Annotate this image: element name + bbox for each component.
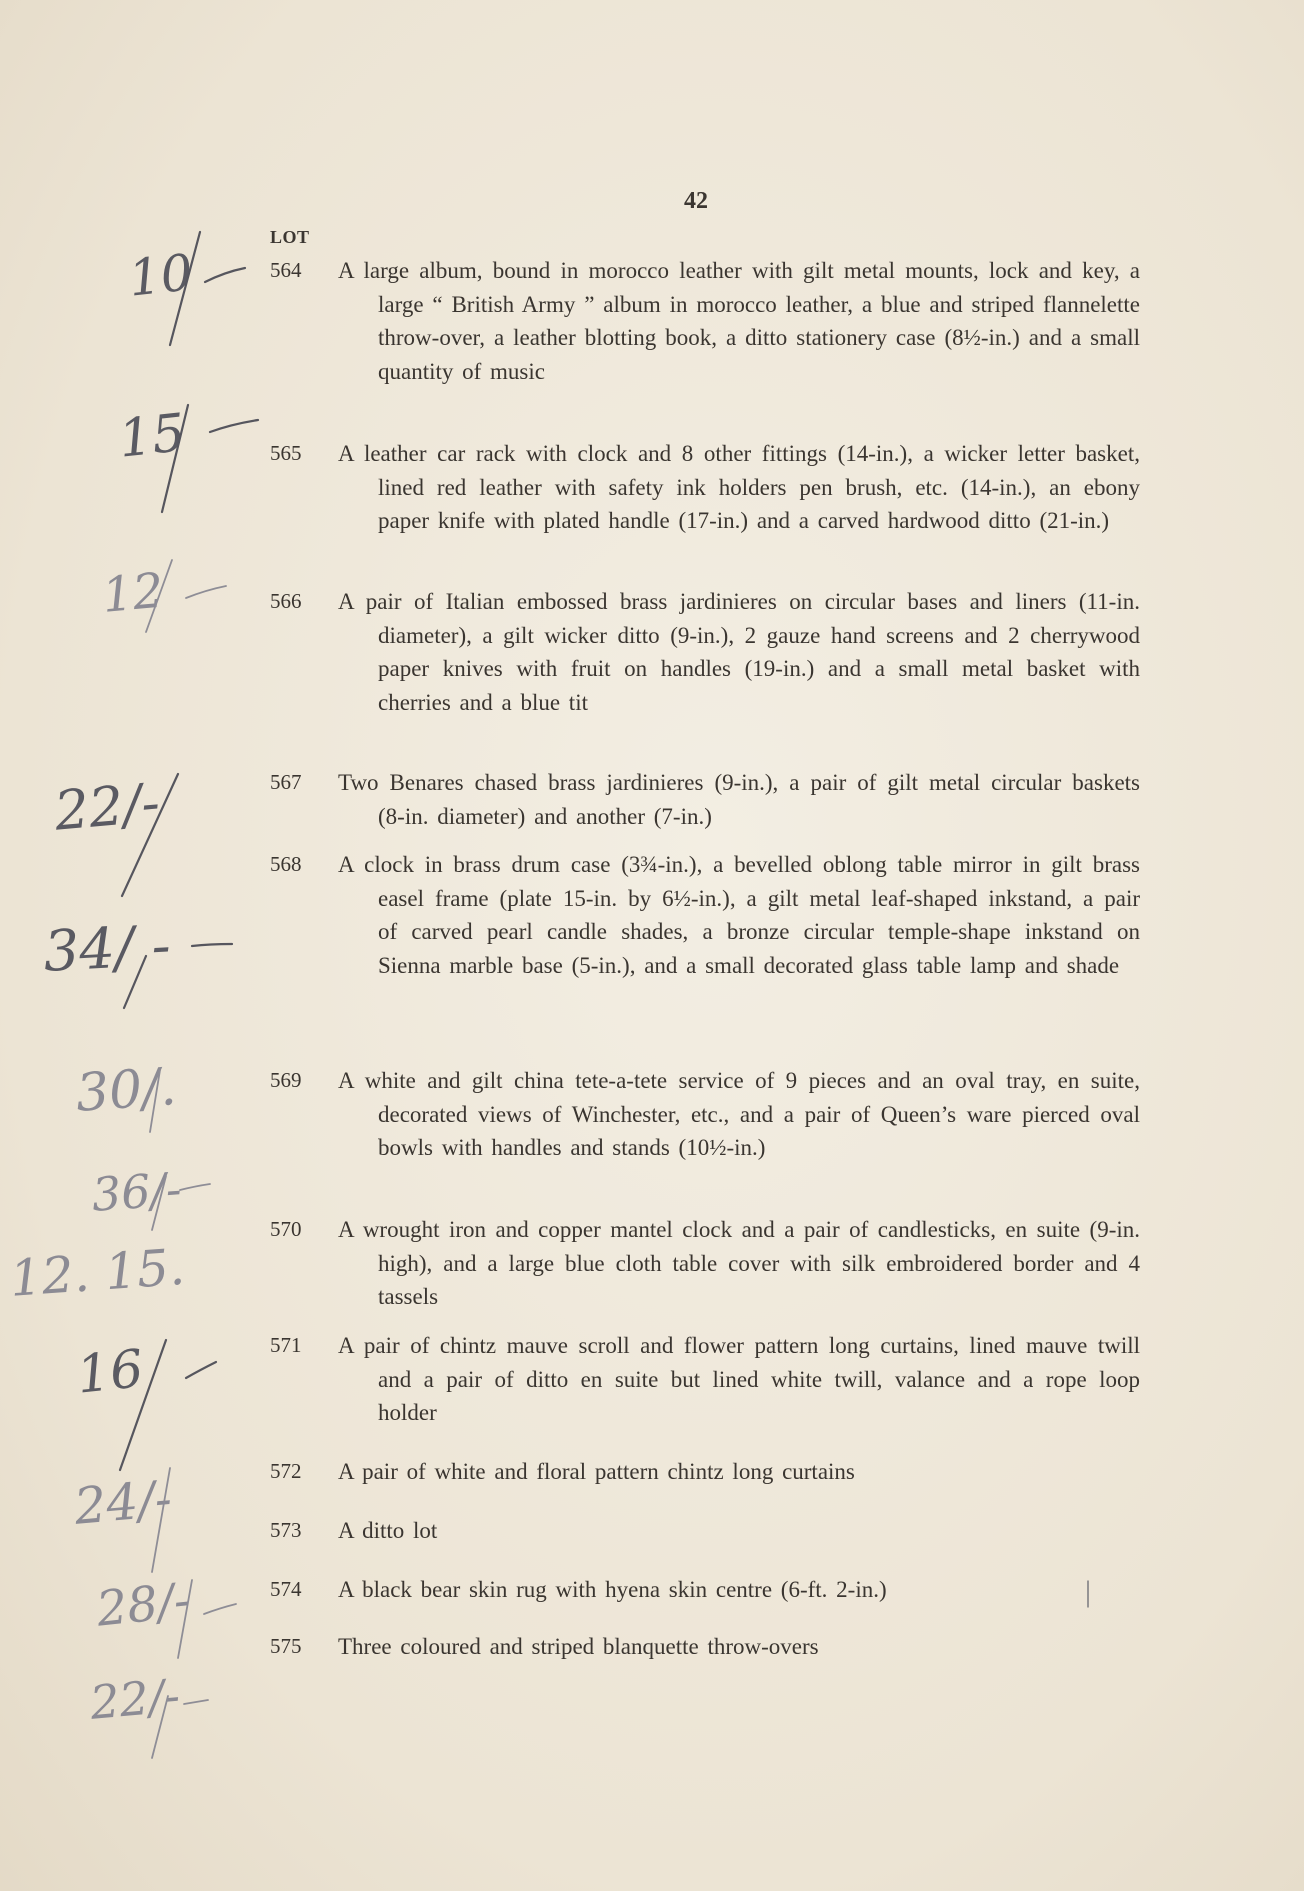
lot-description: A pair of white and floral pattern chintz long curtains xyxy=(338,1459,855,1484)
lot-number: 566 xyxy=(270,589,302,613)
handwritten-price: 12. 15. xyxy=(8,1237,187,1308)
handwritten-price: 24/- xyxy=(72,1469,175,1536)
handwritten-price: 15 xyxy=(116,403,189,470)
lot-description: A black bear skin rug with hyena skin centre (6-ft. 2-in.) xyxy=(338,1577,887,1602)
handwritten-price: 30/. xyxy=(74,1057,179,1124)
lot-description: A ditto lot xyxy=(338,1518,438,1543)
lot-description: A pair of Italian embossed brass jardinieres on circular bases and liners (11-in. diameter), a gilt wicker ditto (9-in.), 2 gauze hand screens and 2 cherrywood paper knives with fruit on handles (19-in.) and a small metal basket with cherries and a blue tit xyxy=(338,589,1140,715)
handwritten-price: 22/- xyxy=(88,1668,182,1730)
lot-number: 571 xyxy=(270,1333,302,1357)
handwritten-price: 12 xyxy=(100,562,166,624)
lot-column-heading: LOT xyxy=(270,227,310,247)
lot-entry xyxy=(270,1213,1140,1314)
lot-description: A white and gilt china tete-a-tete service of 9 pieces and an oval tray, en suite, decorated views of Winchester, etc., and a pair of Queen’s ware pierced oval bowls with handles and stands (10½-in.) xyxy=(338,1068,1140,1160)
lot-number: 569 xyxy=(270,1068,302,1092)
page-number: 42 xyxy=(684,188,708,214)
lot-number: 568 xyxy=(270,852,302,876)
lot-entry xyxy=(270,1329,1140,1430)
lot-entry xyxy=(270,1455,1140,1489)
lot-description: A clock in brass drum case (3¾-in.), a bevelled oblong table mirror in gilt brass easel frame (plate 15-in. by 6½-in.), a gilt metal leaf-shaped inkstand, a pair of carved pearl candle shades, a bronze circular temple-shape inkstand on Sienna marble base (5-in.), and a small decorated glass table lamp and shade xyxy=(338,852,1140,978)
lot-description: A wrought iron and copper mantel clock and a pair of candlesticks, en suite (9-in. high), and a large blue cloth table cover with silk embroidered border and 4 tassels xyxy=(338,1217,1140,1309)
handwritten-price: 22/- xyxy=(52,770,163,843)
lot-entry xyxy=(270,848,1140,982)
lot-description: A large album, bound in morocco leather with gilt metal mounts, lock and key, a large “ British Army ” album in morocco leather, a blue and striped flannelette throw-over, a leather blotting book, a ditto stationery case (8½-in.) and a small quantity of music xyxy=(338,258,1140,384)
lot-number: 564 xyxy=(270,258,302,282)
handwritten-price: 36/- xyxy=(90,1161,184,1222)
lot-entry xyxy=(270,1064,1140,1165)
lot-entry xyxy=(270,766,1140,833)
lot-number: 565 xyxy=(270,441,302,465)
lot-number: 567 xyxy=(270,770,302,794)
lot-entry xyxy=(270,1573,1140,1607)
lot-number: 575 xyxy=(270,1634,302,1658)
lot-entry xyxy=(270,254,1140,388)
handwritten-price: 16 xyxy=(74,1339,147,1406)
lot-description: A pair of chintz mauve scroll and flower pattern long curtains, lined mauve twill and a pair of ditto en suite but lined white twill, valance and a rope loop holder xyxy=(338,1333,1140,1425)
marginal-tick-mark: | xyxy=(1085,1575,1092,1608)
handwritten-price: 10 xyxy=(126,243,196,308)
lot-description: Three coloured and striped blanquette throw-overs xyxy=(338,1634,819,1659)
lot-entry xyxy=(270,585,1140,719)
lot-entry xyxy=(270,1630,1140,1664)
lot-number: 573 xyxy=(270,1518,302,1542)
lot-number: 574 xyxy=(270,1577,302,1601)
lot-number: 572 xyxy=(270,1459,302,1483)
handwritten-price: 34/ - xyxy=(42,913,173,985)
handwritten-price: 28/- xyxy=(94,1572,193,1638)
lot-entry xyxy=(270,1514,1140,1548)
lot-entry xyxy=(270,437,1140,538)
lot-number: 570 xyxy=(270,1217,302,1241)
lot-description: A leather car rack with clock and 8 other fittings (14-in.), a wicker letter basket, lined red leather with safety ink holders pen brush, etc. (14-in.), an ebony paper knife with plated handle (17-in.) and a carved hardwood ditto (21-in.) xyxy=(338,441,1140,533)
lot-description: Two Benares chased brass jardinieres (9-in.), a pair of gilt metal circular baskets (8-in. diameter) and another (7-in.) xyxy=(338,770,1140,829)
